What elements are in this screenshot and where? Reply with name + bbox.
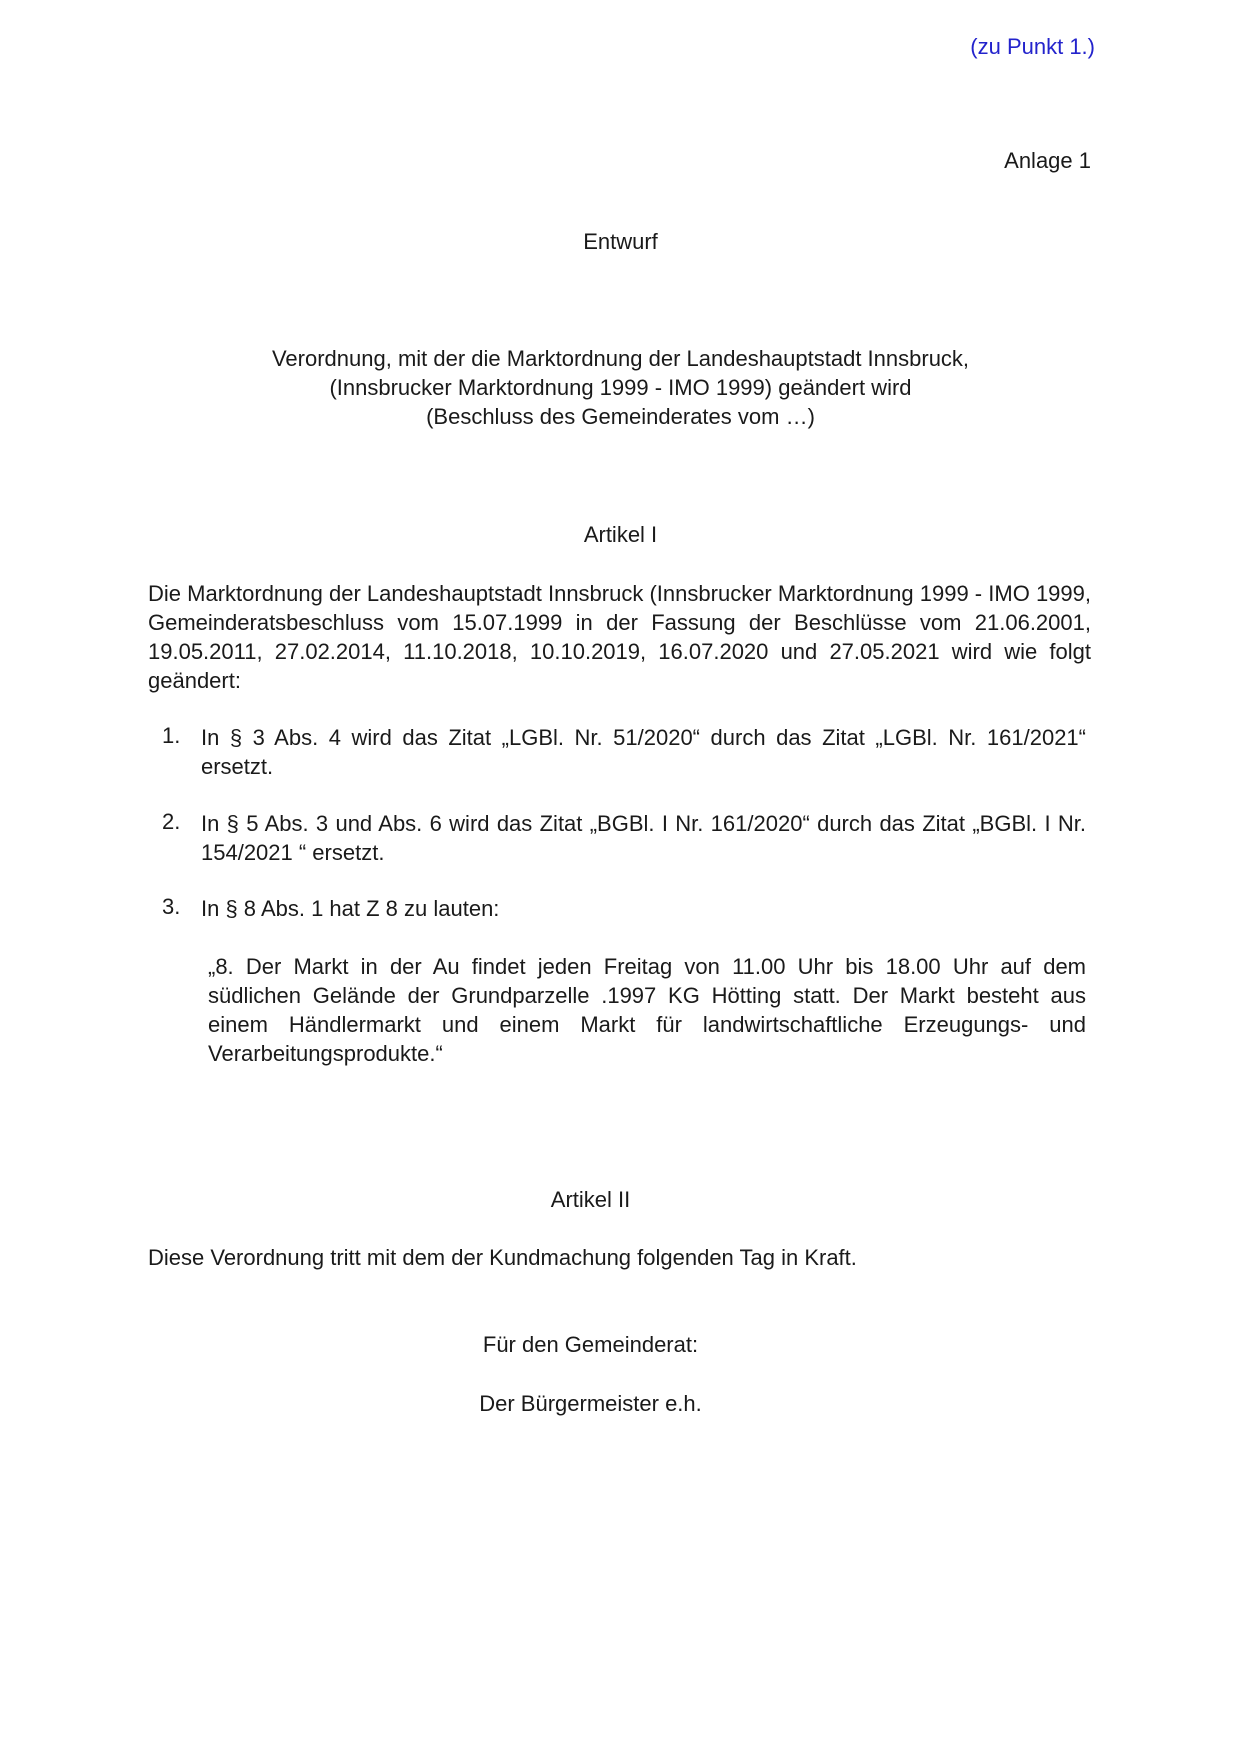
intro-paragraph: Die Marktordnung der Landeshauptstadt Innsbruck (Innsbrucker Marktordnung 1999 - IMO 1999, Gemeinderatsbeschluss vom 15.07.1999 in der Fassung der Beschlüsse vom 21.06.2001, 19.05.2011, 27.02.2014, 11.10.2018, 10.10.2019, 16.07.2020 und 27.05.2021 wird wie folgt geändert: xyxy=(148,581,1091,693)
list-item-text: In § 5 Abs. 3 und Abs. 6 wird das Zitat „BGBl. I Nr. 161/2020“ durch das Zitat „BGBl. I Nr. 154/2021 “ ersetzt. xyxy=(201,811,1086,865)
list-item-number: 2. xyxy=(162,809,181,834)
article-2-text: Diese Verordnung tritt mit dem der Kundmachung folgenden Tag in Kraft. xyxy=(148,1245,857,1270)
signature-mayor: Der Bürgermeister e.h. xyxy=(479,1391,702,1416)
ordinance-title xyxy=(0,344,1241,431)
title-line-1: Verordnung, mit der die Marktordnung der Landeshauptstadt Innsbruck, xyxy=(271,346,970,371)
title-line-2: (Innsbrucker Marktordnung 1999 - IMO 1999) geändert wird xyxy=(329,375,912,400)
signature-council: Für den Gemeinderat: xyxy=(482,1332,699,1357)
article-1-intro xyxy=(148,579,1091,695)
draft-label: Entwurf xyxy=(583,229,658,254)
agenda-reference: (zu Punkt 1.) xyxy=(970,34,1095,59)
list-item-number: 1. xyxy=(162,723,181,748)
list-item-text: In § 3 Abs. 4 wird das Zitat „LGBl. Nr. 51/2020“ durch das Zitat „LGBl. Nr. 161/2021“ ersetzt. xyxy=(201,725,1086,779)
list-item-text: In § 8 Abs. 1 hat Z 8 zu lauten: xyxy=(201,896,500,921)
quoted-provision: „8. Der Markt in der Au findet jeden Freitag von 11.00 Uhr bis 18.00 Uhr auf dem südlichen Gelände der Grundparzelle .1997 KG Hötting statt. Der Markt besteht aus einem Händlermarkt und einem Markt für landwirtschaftliche Erzeugungs- und Verarbeitungsprodukte.“ xyxy=(208,954,1086,1066)
attachment-label: Anlage 1 xyxy=(1004,148,1091,173)
list-item-number: 3. xyxy=(162,894,181,919)
article-2-heading: Artikel II xyxy=(550,1187,631,1212)
title-line-3: (Beschluss des Gemeinderates vom …) xyxy=(426,404,815,429)
article-1-heading: Artikel I xyxy=(583,522,658,547)
